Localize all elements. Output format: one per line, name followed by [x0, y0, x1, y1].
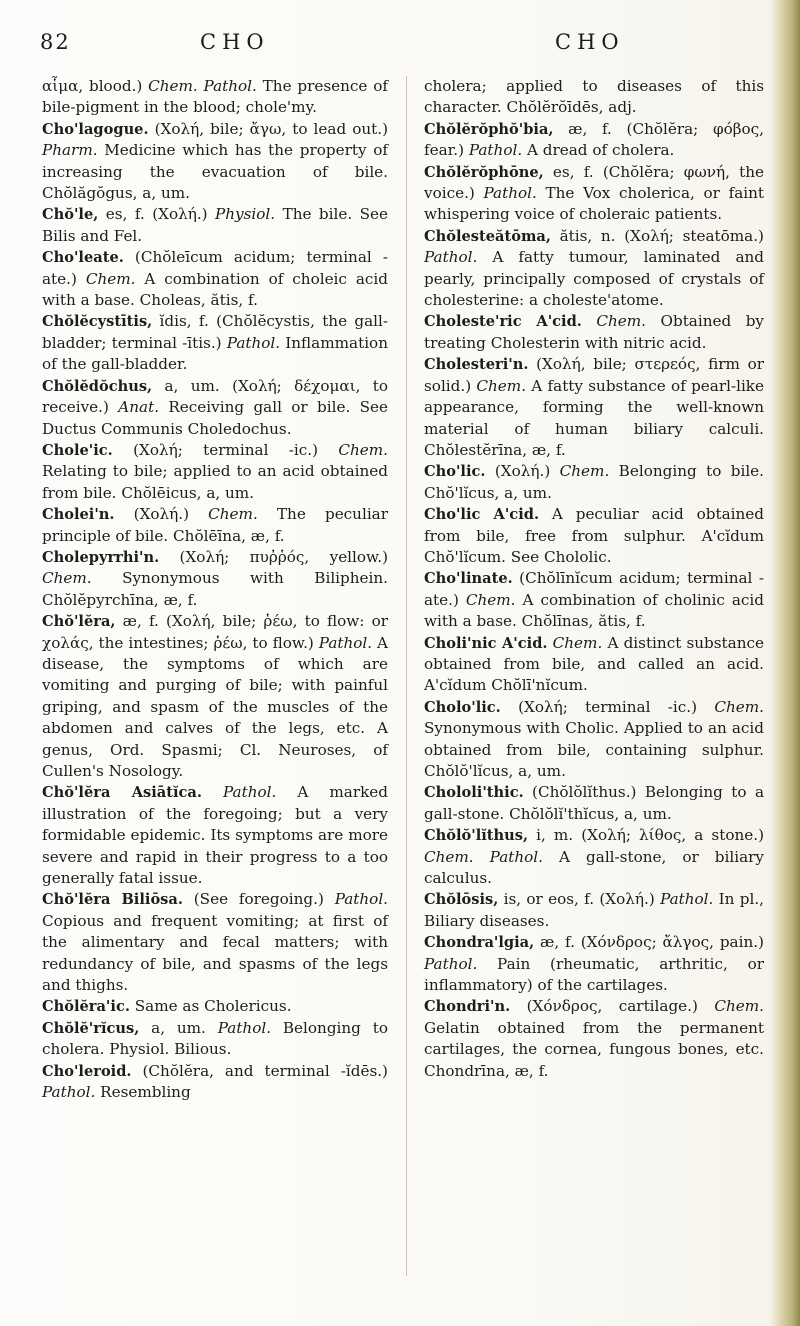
entry-field-label: Chem. — [714, 997, 764, 1016]
entry-field-label: Pathol. — [483, 184, 537, 203]
entry-definition: A fatty substance of pearl-like appearance, forming the well-known material of human biliary calculi. Chŏlestĕrīna, æ, f. — [424, 376, 764, 459]
entry-definition: The presence of bile-pigment in the blood; chole'my. — [42, 77, 388, 117]
entry-definition: Relating to bile; applied to an acid obtained from bile. Chŏlēicus, a, um. — [42, 462, 388, 502]
entry-headword: Choleste'ric A'cid. — [424, 313, 582, 331]
entry-definition: A fatty tumour, laminated and pearly, principally composed of crystals of cholesterine: a choleste'atome. — [424, 248, 764, 310]
entry-field-label: Pathol. — [318, 633, 373, 652]
entry-etymology: cholera; applied to diseases of this character. Chŏlĕrŏīdēs, adj. — [424, 77, 764, 117]
entry-definition: Copious and frequent vomiting; at first of the alimentary and fecal matters; with redundancy of bile, and spasms of the legs and thighs. — [42, 911, 388, 995]
entry-etymology: a, um. — [139, 1018, 218, 1037]
dictionary-entry — [424, 932, 764, 996]
dictionary-entry — [42, 1061, 388, 1104]
entry-headword: Chŏlĕrŏphōne, — [424, 163, 544, 181]
entry-headword: Cholei'n. — [42, 506, 115, 524]
entry-headword: Cholesteri'n. — [424, 356, 529, 374]
guide-word-right: CHO — [555, 30, 625, 54]
entry-etymology: (Χολή; terminal -ic.) — [112, 440, 339, 459]
entry-headword: Chŏ'lĕra, — [42, 613, 116, 631]
entry-field-label: Chem. — [714, 697, 764, 716]
entry-etymology: (Chŏlĕra, and terminal -ĭdēs.) — [131, 1061, 388, 1080]
entry-field-label: Pathol. — [217, 1018, 272, 1037]
page-edge-shadow — [770, 0, 800, 1326]
entry-etymology — [202, 783, 223, 801]
entry-headword: Cho'leroid. — [42, 1062, 132, 1080]
entry-etymology: is, or eos, f. (Χολή.) — [498, 890, 661, 909]
guide-word-left: CHO — [200, 30, 270, 54]
running-header — [40, 30, 765, 62]
entry-headword: Chondra'lgia, — [424, 934, 535, 952]
column-divider — [406, 76, 407, 1276]
entry-field-label: Pathol. — [223, 783, 277, 802]
dictionary-entry — [424, 162, 764, 226]
entry-headword: Chŏlĕcystītis, — [42, 313, 153, 331]
entry-field-label: Chem. Pathol. — [424, 847, 543, 866]
dictionary-entry — [424, 461, 764, 504]
dictionary-entry — [42, 996, 388, 1017]
dictionary-entry — [424, 504, 764, 568]
entry-etymology: (Χολή, bile; στερεός, firm or solid.) — [424, 355, 764, 395]
entry-definition: Receiving gall or bile. See Ductus Communis Choledochus. — [42, 398, 389, 438]
entry-headword: Chŏ'le, — [42, 206, 99, 224]
entry-etymology: a, um. (Χολή; δέχομαι, to receive.) — [42, 376, 388, 417]
entry-definition: The bile. See Bilis and Fel. — [42, 205, 389, 245]
entry-definition: Belonging to cholera. Physiol. Bilious. — [42, 1018, 388, 1059]
entry-field-label: Pharm. — [42, 141, 98, 160]
entry-definition: A gall-stone, or biliary calculus. — [424, 847, 764, 888]
entry-etymology: (Χολή; terminal -ic.) — [500, 697, 715, 716]
entry-etymology: es, f. (Χολή.) — [98, 205, 216, 224]
entry-etymology: (Χολή; πυῤῥός, yellow.) — [159, 547, 388, 566]
entry-definition: The peculiar principle of bile. Chŏlēīna, æ, f. — [42, 505, 388, 545]
entry-etymology: Same as Cholericus. — [129, 997, 292, 1016]
entry-headword: Chŏlĕ'rĭcus, — [42, 1019, 140, 1037]
entry-headword: Chŏlĕrŏphŏ'bia, — [424, 120, 554, 138]
entry-definition: Obtained by treating Cholesterin with nitric acid. — [424, 312, 764, 352]
dictionary-entry — [42, 440, 388, 504]
dictionary-entry — [42, 1018, 388, 1061]
entry-field-label: Chem. Pathol. — [148, 77, 257, 95]
entry-headword: Chŏlĕra'ic. — [42, 998, 130, 1016]
entry-etymology: A peculiar acid obtained from bile, free from sulphur. A'cĭdum Chŏ'lĭcum. See Chololic. — [424, 505, 764, 566]
page-number: 82 — [40, 30, 71, 54]
dictionary-entry — [424, 633, 764, 697]
entry-headword: Chole'ic. — [42, 441, 113, 459]
entry-definition: In pl., Biliary diseases. — [424, 890, 765, 930]
entry-etymology: (Χολή.) — [114, 505, 209, 524]
entry-field-label: Pathol. — [424, 248, 478, 267]
entry-definition: A distinct substance obtained from bile, and called an acid. A'cĭdum Chŏlī'nĭcum. — [424, 633, 764, 695]
entry-etymology: (See foregoing.) — [182, 890, 335, 909]
dictionary-entry — [42, 247, 388, 311]
entry-headword: Chŏlesteătōma, — [424, 227, 551, 245]
entry-etymology: ătis, n. (Χολή; steatōma.) — [550, 226, 764, 245]
entry-headword: Chŏlōsis, — [424, 891, 499, 909]
entry-definition: Medicine which has the property of increasing the evacuation of bile. Chŏlăgŏgus, a, um. — [42, 141, 388, 203]
entry-etymology: es, f. (Chŏlĕra; φωνή, the voice.) — [424, 162, 764, 203]
dictionary-entry — [42, 76, 388, 119]
entry-etymology — [582, 312, 597, 330]
entry-field-label: Chem. — [85, 269, 136, 288]
dictionary-entry — [42, 119, 388, 205]
entry-definition: Synonymous with Cholic. Applied to an acid obtained from bile, containing sulphur. Chŏlŏ'lĭcus, a, um. — [424, 719, 764, 780]
entry-field-label: Pathol. — [42, 1083, 96, 1102]
entry-headword: Cho'lic. — [424, 463, 486, 481]
entry-headword: Cho'leate. — [42, 249, 124, 267]
entry-etymology: αἷμα, blood.) — [42, 77, 149, 95]
entry-definition: Synonymous with Biliphein. Chŏlĕpyrchīna, æ, f. — [42, 569, 388, 609]
entry-field-label: Chem. — [476, 376, 527, 395]
dictionary-entry — [42, 311, 388, 375]
entry-definition: A combination of choleic acid with a base. Choleas, ătis, f. — [42, 269, 388, 310]
dictionary-entry — [42, 611, 388, 782]
dictionary-entry — [42, 889, 388, 996]
dictionary-entry — [424, 76, 764, 119]
entry-definition: A dread of cholera. — [522, 141, 675, 160]
dictionary-entry — [424, 782, 764, 825]
entry-field-label: Chem. — [208, 505, 258, 524]
dictionary-entry — [424, 119, 764, 162]
entry-headword: Chŏ'lĕra Biliōsa. — [42, 891, 183, 909]
entry-etymology: (Chŏlŏlĭthus.) Belonging to a gall-stone. Chŏlŏlĭ'thĭcus, a, um. — [424, 783, 764, 823]
dictionary-entry — [424, 226, 764, 312]
entry-field-label: Chem. — [42, 569, 92, 588]
entry-field-label: Chem. — [465, 590, 516, 609]
entry-field-label: Chem. — [559, 462, 610, 481]
entry-etymology: æ, f. (Χολή, bile; ῥέω, to flow: or χολάς, the intestines; ῥέω, to flow.) — [42, 612, 388, 652]
dictionary-entry — [424, 568, 764, 632]
entry-field-label: Chem. — [338, 440, 388, 459]
dictionary-entry — [424, 311, 764, 354]
entry-field-label: Chem. — [596, 312, 647, 331]
entry-headword: Chondri'n. — [424, 998, 511, 1016]
dictionary-entry — [424, 697, 764, 783]
entry-definition: A combination of cholinic acid with a base. Chŏlīnas, ătis, f. — [424, 590, 764, 631]
entry-field-label: Pathol. — [660, 890, 714, 909]
entry-headword: Chŏlĕdŏchus, — [42, 377, 153, 395]
entry-field-label: Pathol. — [468, 141, 523, 160]
left-column — [42, 76, 388, 1104]
entry-field-label: Pathol. — [334, 890, 389, 909]
dictionary-entry — [424, 996, 764, 1082]
entry-etymology: æ, f. (Χόνδρος; ἄλγος, pain.) — [534, 933, 764, 952]
entry-etymology: (Χόνδρος, cartilage.) — [510, 997, 715, 1016]
entry-headword: Cho'lagogue. — [42, 120, 149, 138]
entry-definition: Pain (rheumatic, arthritic, or inflammatory) of the cartilages. — [424, 954, 764, 995]
entry-definition: Gelatin obtained from the permanent cartilages, the cornea, fungous bones, etc. Chondrīna, æ, f. — [424, 1018, 764, 1080]
dictionary-entry — [424, 825, 764, 889]
dictionary-entry — [424, 889, 764, 932]
entry-field-label: Chem. — [552, 633, 603, 652]
dictionary-entry — [424, 354, 764, 461]
entry-definition: A marked illustration of the foregoing; but a very formidable epidemic. Its symptoms are more severe and rapid in their progress to a too generally fatal issue. — [42, 783, 388, 888]
dictionary-entry — [42, 204, 388, 247]
right-column — [424, 76, 764, 1082]
entry-headword: Chŏlŏ'lĭthus, — [424, 827, 529, 845]
entry-definition: Inflammation of the gall-bladder. — [42, 333, 388, 374]
entry-headword: Choli'nic A'cid. — [424, 634, 548, 652]
dictionary-entry — [42, 547, 388, 611]
entry-field-label: Pathol. — [226, 333, 281, 352]
entry-etymology: i, m. (Χολή; λίθος, a stone.) — [528, 826, 764, 845]
entry-headword: Cho'linate. — [424, 570, 513, 588]
entry-etymology: æ, f. (Chŏlĕra; φόβος, fear.) — [424, 119, 764, 160]
entry-field-label: Pathol. — [424, 954, 478, 973]
entry-etymology: (Chŏleīcum acidum; terminal -ate.) — [42, 248, 388, 288]
dictionary-entry — [42, 376, 388, 440]
entry-headword: Chololi'thic. — [424, 784, 524, 802]
entry-field-label: Physiol. — [215, 205, 276, 224]
entry-definition: A disease, the symptoms of which are vomiting and purging of bile; with painful griping, and spasm of the muscles of the abdomen and calves of the legs, etc. A genus, Ord. Spasmi; Cl. Neuroses, of Cullen's Nosology. — [42, 633, 389, 780]
entry-etymology: ĭdis, f. (Chŏlĕcystis, the gall-bladder; terminal -ītis.) — [42, 312, 388, 352]
entry-definition: Resembling — [95, 1083, 191, 1102]
entry-headword: Cholepyrrhi'n. — [42, 548, 160, 566]
entry-etymology: (Χολή, bile; ἄγω, to lead out.) — [148, 119, 388, 138]
entry-etymology: (Chŏlīnĭcum acidum; terminal -ate.) — [424, 569, 764, 609]
entry-headword: Cho'lic A'cid. — [424, 506, 540, 524]
entry-definition: The Vox cholerica, or faint whispering voice of choleraic patients. — [424, 184, 764, 224]
entry-definition: Belonging to bile. Chŏ'lĭcus, a, um. — [424, 462, 765, 502]
dictionary-entry — [42, 782, 388, 889]
entry-headword: Chŏ'lĕra Asiātĭca. — [42, 784, 202, 802]
entry-field-label: Anat. — [118, 398, 160, 417]
entry-headword: Cholo'lic. — [424, 698, 501, 716]
dictionary-entry — [42, 504, 388, 547]
entry-etymology: (Χολή.) — [485, 462, 560, 481]
